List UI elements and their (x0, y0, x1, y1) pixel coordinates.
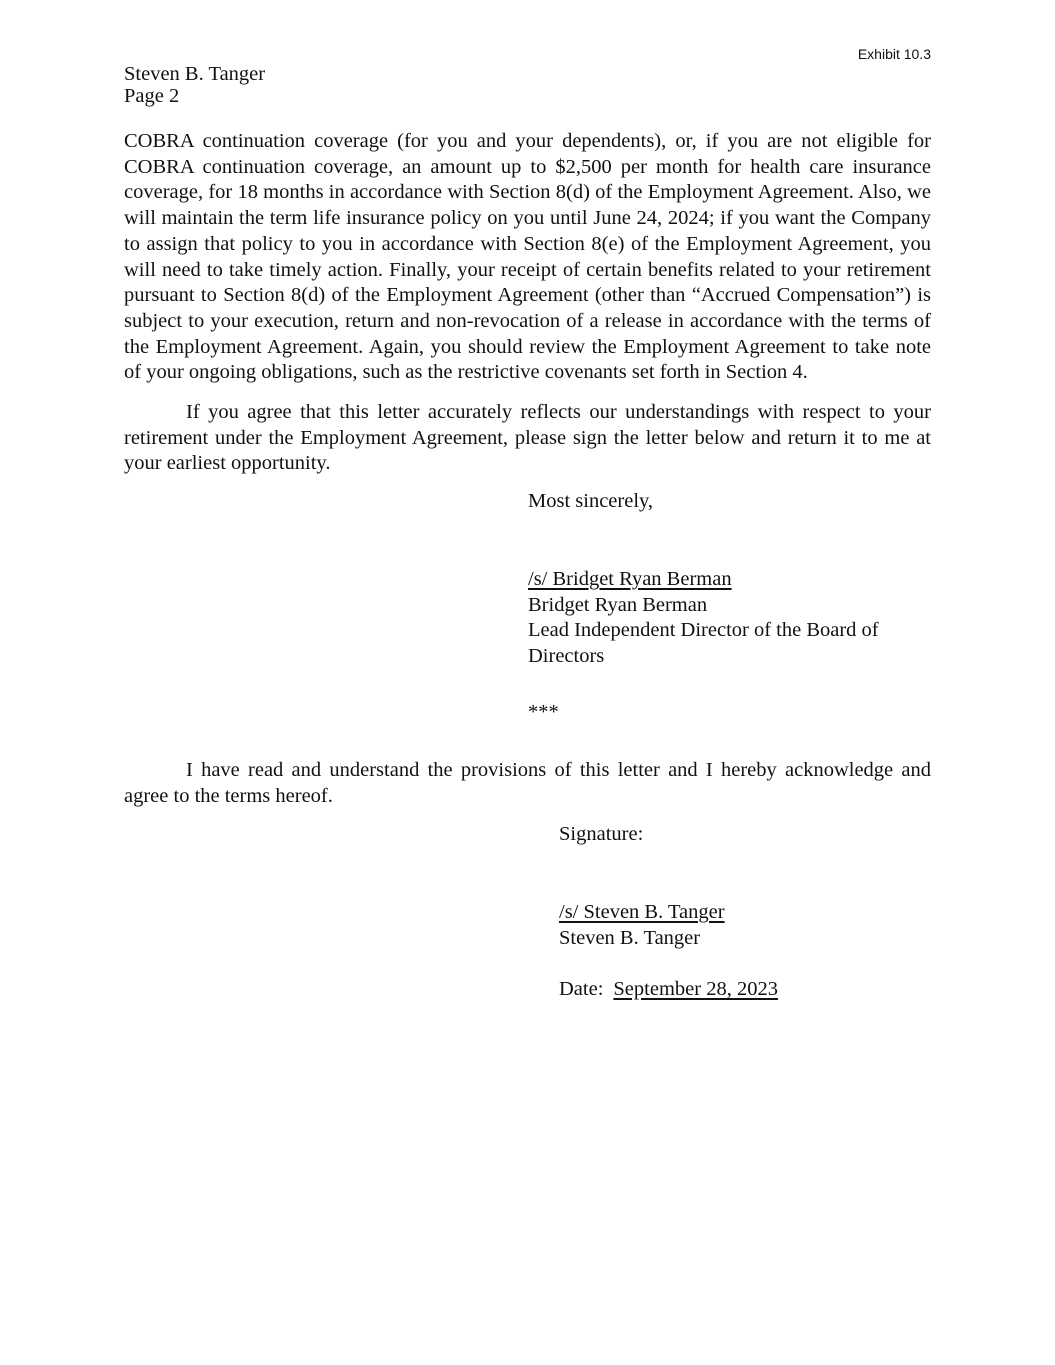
letter-header (124, 63, 265, 107)
closing-salutation: Most sincerely, (528, 490, 654, 512)
countersign-block (559, 900, 725, 951)
recipient-name: Steven B. Tanger (124, 63, 266, 85)
page-number: Page 2 (124, 85, 180, 107)
exhibit-label: Exhibit 10.3 (857, 46, 931, 62)
signer-title-line-1: Lead Independent Director of the Board of (528, 619, 879, 642)
signature-label: Signature: (559, 823, 644, 845)
signer-block (528, 567, 879, 670)
closing-block (528, 489, 653, 515)
body-paragraph-2: If you agree that this letter accurately reflects our understandings with respect to your retirement under the Employment Agreement, please sign the letter below and return it to me at your earliest opportunity. (124, 401, 931, 475)
countersign-label-block (559, 822, 643, 848)
countersign-signature: /s/ Steven B. Tanger (559, 901, 725, 923)
signer-signature: /s/ Bridget Ryan Berman (528, 568, 732, 590)
signer-title-line-2: Directors (528, 645, 605, 668)
signer-name: Bridget Ryan Berman (528, 593, 708, 616)
body-paragraph-1: COBRA continuation coverage (for you and your dependents), or, if you are not eligible for COBRA continuation coverage, an amount up to $2,500 per month for health care insurance coverage, for 18 months in accordance with Section 8(d) of the Employment Agreement. Also, we will maintain the term life insurance policy on you until June 24, 2024; if you want the Company to assign that policy to you in accordance with Section 8(e) of the Employment Agreement, you will need to take timely action. Finally, your receipt of certain benefits related to your retirement pursuant to Section 8(d) of the Employment Agreement (other than “Accrued Compensation”) is subject to your execution, return and non-revocation of a release in accordance with the terms of the Employment Agreement. Again, you should review the Employment Agreement to take note of your ongoing obligations, such as the restrictive covenants set forth in Section 4. (124, 130, 931, 384)
date-label: Date: (559, 978, 604, 1000)
acknowledgment-paragraph: I have read and understand the provisions of this letter and I hereby acknowledge and agree to the terms hereof. (124, 759, 931, 807)
date-block (559, 977, 778, 1003)
countersign-name: Steven B. Tanger (559, 926, 701, 949)
section-separator: *** (528, 701, 559, 723)
date-value: September 28, 2023 (613, 978, 778, 1000)
